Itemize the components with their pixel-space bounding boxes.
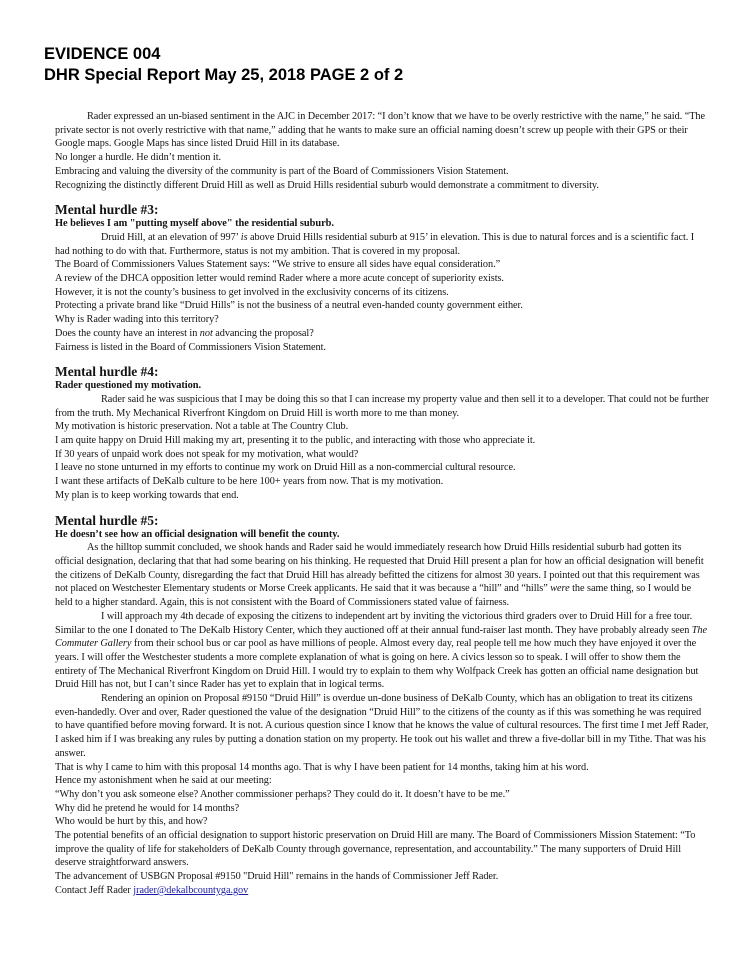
email-link[interactable]: jrader@dekalbcountyga.gov [133,884,249,896]
section-line: Who would be hurt by this, and how? [55,816,208,828]
section-line: My motivation is historic preservation. Not a table at The Country Club. [55,421,349,433]
document-body [55,110,709,898]
section-line: The advancement of USBGN Proposal #9150 "Druid Hill" remains in the hands of Commissioner Jeff Rader. [55,871,499,883]
section-line: The Board of Commissioners Values Statement says: “We strive to ensure all sides have equal consideration.” [55,259,501,271]
section-line: Why did he pretend he would for 14 months? [55,802,240,814]
intro-paragraph: Rader expressed an un-biased sentiment in the AJC in December 2017: “I don’t know that we have to be overly restrictive with the name,” he said. “The private sector is not overly restrictive with that name,” adding that he wants to make sure an official naming doesn’t screw up people with their GPS or their Google maps. Google Maps has since listed Druid Hill in its database. [55,111,705,150]
section-paragraph: I will approach my 4th decade of exposing the citizens to independent art by inviting the victorious third graders over to Druid Hill for a free tour. Similar to the one I donated to The DeKalb History Center, which they auctioned off at their annual fund-raiser last month. They have probably already seen The Commuter Gallery from their school bus or car pool as have millions of people. Almost every day, real people tell me how much they have enjoyed it over the years. I will offer the Westchester students a more complete explanation of what is going on here. A civics lesson so to speak. I will offer to show them the entirety of The Mechanical Riverfront Kingdom on Druid Hill. I would try to explain to them why Wolfpack Creek has gotten an official name designation but Druid Hill has not, but I can’t since Rader has yet to explain that in logical terms. [55,610,708,691]
section-heading-hurdle-3: Mental hurdle #3: [55,202,159,218]
section-heading-hurdle-5: Mental hurdle #5: [55,512,159,528]
section-line: My plan is to keep working towards that end. [55,489,239,501]
section-heading-hurdle-4: Mental hurdle #4: [55,364,159,380]
section-line: If 30 years of unpaid work does not speak for my motivation, what would? [55,448,359,460]
section-line: Why is Rader wading into this territory? [55,314,219,326]
section-subheading: He believes I am "putting myself above" the residential suburb. [55,218,334,230]
section-line: Does the county have an interest in not advancing the proposal? [55,327,314,339]
section-line: I want these artifacts of DeKalb culture to be here 100+ years from now. That is my motivation. [55,476,444,488]
section-line: I am quite happy on Druid Hill making my art, presenting it to the public, and interacting with those who appreciate it. [55,435,536,447]
intro-line: Recognizing the distinctly different Druid Hill as well as Druid Hills residential suburb would demonstrate a commitment to diversity. [55,179,599,191]
section-line: However, it is not the county’s business to get involved in the exclusivity concerns of its citizens. [55,286,449,298]
evidence-header [44,44,403,86]
section-line: A review of the DHCA opposition letter would remind Rader where a more acute concept of superiority exists. [55,273,504,285]
section-line: That is why I came to him with this proposal 14 months ago. That is why I have been patient for 14 months, taking him at his word. [55,761,589,773]
section-line: Fairness is listed in the Board of Commissioners Vision Statement. [55,341,326,353]
report-title: DHR Special Report May 25, 2018 PAGE 2 of 2 [44,66,404,84]
section-line: I leave no stone unturned in my efforts to continue my work on Druid Hill as a non-commercial cultural resource. [55,462,516,474]
intro-line: No longer a hurdle. He didn’t mention it. [55,152,221,164]
section-subheading: Rader questioned my motivation. [55,380,202,392]
section-line: Hence my astonishment when he said at our meeting: [55,775,272,787]
section-paragraph: As the hilltop summit concluded, we shook hands and Rader said he would immediately research how Druid Hills residential suburb had gotten its official designation, declaring that that had some bearing on his thinking. He requested that Druid Hill present a plan for how an official designation will benefit the citizens of DeKalb County, disregarding the fact that Druid Hill has already befitted the citizens for almost 30 years. I pointed out that this requirement was not placed on Westchester Elementary students or Morse Creek applicants. He said that it was because a “hill” and “hills” were the same thing, so I would be held to a higher standard. Again, this is not consistent with the Board of Commissioners stated value of fairness. [55,542,704,609]
section-paragraph: Druid Hill, at an elevation of 997’ is above Druid Hills residential suburb at 915’ in elevation. This is due to natural forces and is a scientific fact. I had nothing to do with that. Furthermore, status is not my ambition. That is covered in my proposal. [55,231,695,257]
section-line: “Why don’t you ask someone else? Another commissioner perhaps? They could do it. It doesn’t have to be me.” [55,788,510,800]
contact-line: Contact Jeff Rader jrader@dekalbcountyga.gov [55,884,249,896]
section-paragraph: Rendering an opinion on Proposal #9150 “Druid Hill” is overdue un-done business of DeKalb County, which has an obligation to treat its citizens even-handedly. Over and over, Rader questioned the value of the designation “Druid Hill” to the citizens of the county as if this was something he was required to have quantified before moving forward. It is not. A curious question since I know that he knows the value of cultural resources. The first time I met Jeff Rader, I asked him if I was breaking any rules by putting a donation station on my property. He took out his wallet and threw a five-dollar bill in my Tithe. That was his answer. [55,693,709,759]
section-subheading: He doesn’t see how an official designation will benefit the county. [55,528,340,540]
section-line: Protecting a private brand like “Druid Hills” is not the business of a neutral even-handed county government either. [55,300,523,312]
section-paragraph: Rader said he was suspicious that I may be doing this so that I can increase my property value and then sell it to a developer. That could not be further from the truth. My Mechanical Riverfront Kingdom on Druid Hill is worth more to me than money. [55,393,709,419]
section-paragraph: The potential benefits of an official designation to support historic preservation on Druid Hill are many. The Board of Commissioners Mission Statement: “To improve the quality of life for stakeholders of DeKalb County through governance, representation, and accountability.” The many supporters of Druid Hill deserve straightforward answers. [55,830,696,869]
evidence-label: EVIDENCE 004 [44,45,161,63]
intro-line: Embracing and valuing the diversity of the community is part of the Board of Commissioners Vision Statement. [55,165,509,177]
